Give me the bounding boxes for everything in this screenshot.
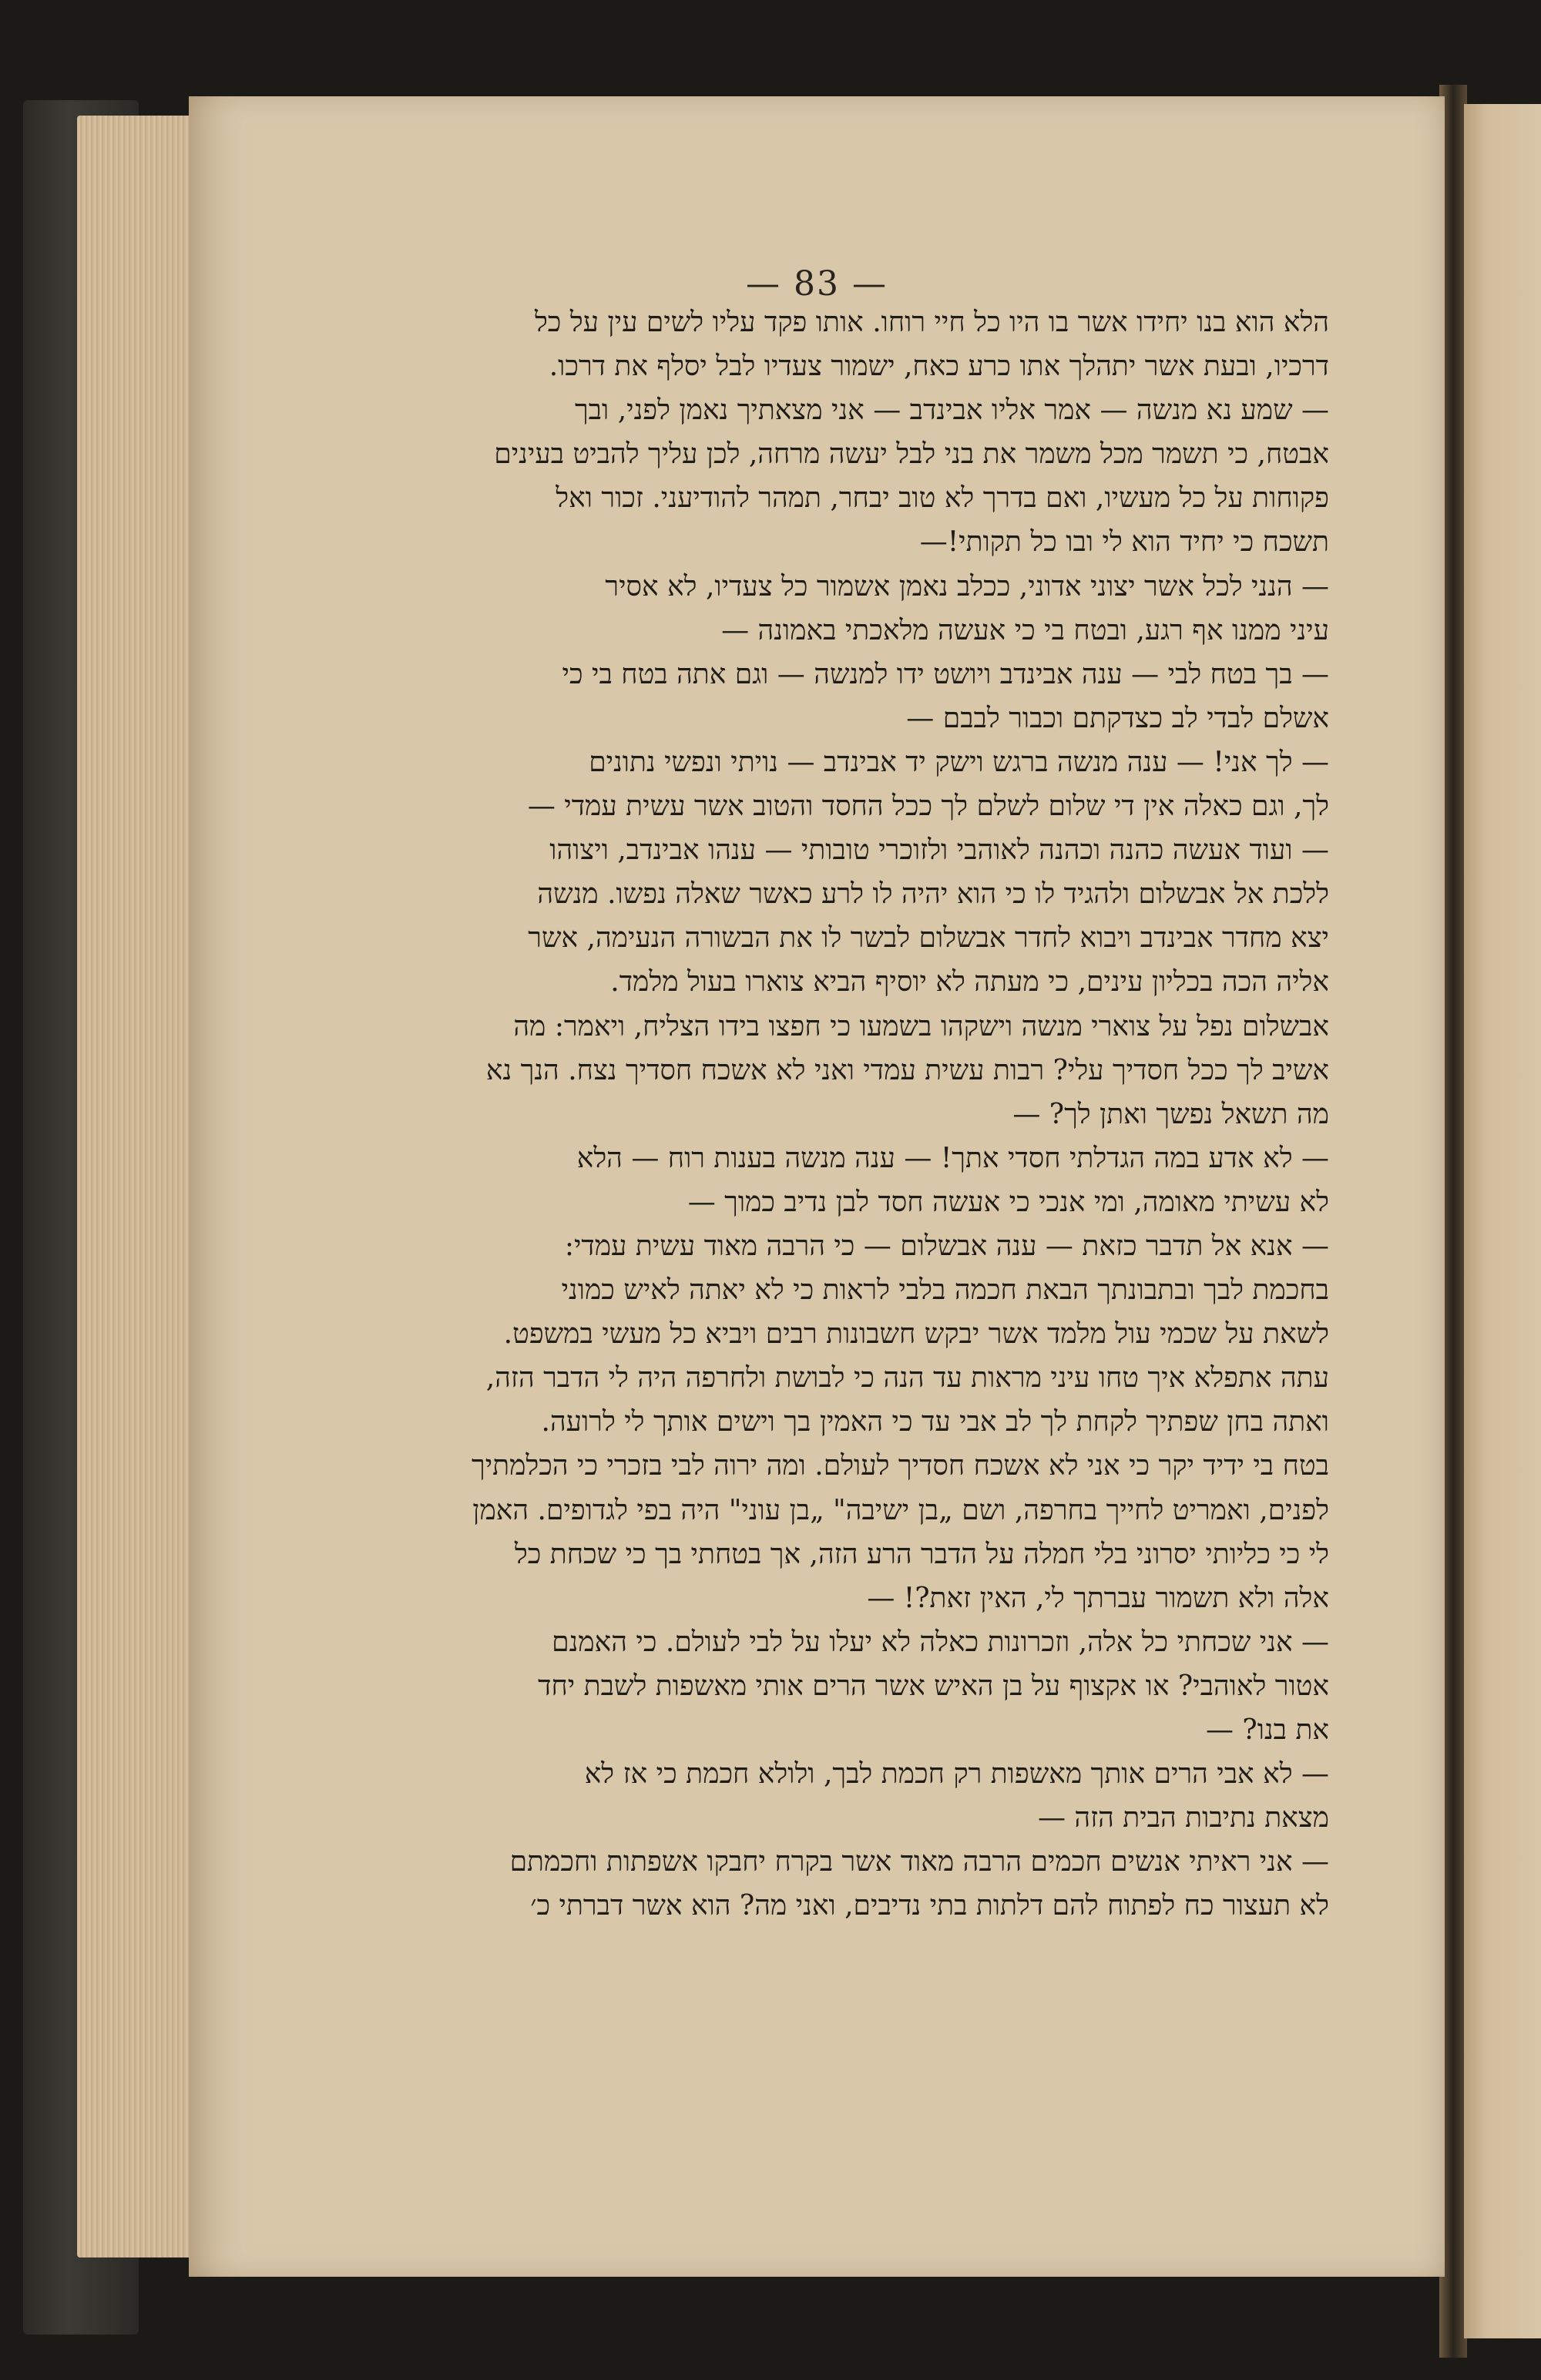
text-line: הלא הוא בנו יחידו אשר בו היו כל חיי רוחו. אותו פקד עליו לשים עין על כל [534, 307, 1329, 338]
text-line: בטח בי ידיד יקר כי אני לא אשכח חסדיך לעולם. ומה ירוה לבי בזכרי כי הכלמתיך [472, 1450, 1329, 1482]
text-line: מצאת נתיבות הבית הזה — [1037, 1802, 1329, 1835]
page-edges [77, 116, 200, 2257]
text-line: אשלם לבדי לב כצדקתם וכבור לבבם — [906, 702, 1329, 734]
text-line: — בך בטח לבי — ענה אבינדב ויושט ידו למנשה — וגם אתה בטח בי כי [562, 658, 1329, 690]
text-line: — לך אני! — ענה מנשה ברגש וישק יד אבינדב — נויתי ונפשי נתונים [589, 746, 1329, 778]
text-line: מה תשאל נפשך ואתן לך? — [1012, 1098, 1329, 1130]
text-line: — הנני לכל אשר יצוני אדוני, ככלב נאמן אשמור כל צעדיו, לא אסיר [605, 570, 1329, 603]
text-line: דרכיו, ובעת אשר יתהלך אתו כרע כאח, ישמור צעדיו לבל יסלף את דרכו. [549, 351, 1329, 383]
text-line: — לא אבי הרים אותך מאשפות רק חכמת לבך, ולולא חכמת כי אז לא [584, 1758, 1329, 1791]
next-page-edge [1464, 104, 1541, 2338]
text-line: אלה ולא תשמור עברתך לי, האין זאת?! — [867, 1582, 1329, 1614]
text-line: אשיב לך ככל חסדיך עלי? רבות עשית עמדי ואני לא אשכח חסדיך נצח. הנך נא [485, 1054, 1329, 1086]
text-line: יצא מחדר אבינדב ויבוא לחדר אבשלום לבשר לו את הבשורה הנעימה, אשר [528, 922, 1329, 955]
page-number: — 83 — [746, 264, 888, 304]
text-line: תשכח כי יחיד הוא לי ובו כל תקותי!— [919, 526, 1329, 559]
text-line: עתה אתפלא איך טחו עיני מראות עד הנה כי לבושת ולחרפה היה לי הדבר הזה, [485, 1362, 1329, 1395]
text-line: לא תעצור כח לפתוח להם דלתות בתי נדיבים, ואני מה? הוא אשר דברתי כ׳ [530, 1890, 1329, 1922]
text-line: בחכמת לבך ובתבונתך הבאת חכמה בלבי לראות כי לא יאתה לאיש כמוני [561, 1274, 1329, 1307]
text-line: פקוחות על כל מעשיו, ואם בדרך לא טוב יבחר, תמהר להודיעני. זכור ואל [556, 482, 1329, 515]
text-line: לך, וגם כאלה אין די שלום לשלם לך ככל החסד והטוב אשר עשית עמדי — [527, 791, 1329, 823]
text-line: ללכת אל אבשלום ולהגיד לו כי הוא יהיה לו לרע כאשר שאלה נפשו. מנשה [537, 878, 1329, 911]
text-line: לא עשיתי מאומה, ומי אנכי כי אעשה חסד לבן נדיב כמוך — [687, 1186, 1329, 1218]
text-line: לשאת על שכמי עול מלמד אשר יבקש חשבונות רבים ויביא כל מעשי במשפט. [503, 1318, 1329, 1351]
text-line: לי כי כליותי יסרוני בלי חמלה על הדבר הרע הזה, אך בטחתי בך כי שכחת כל [514, 1538, 1329, 1570]
text-line: — אנא אל תדבר כזאת — ענה אבשלום — כי הרבה מאוד עשית עמדי: [564, 1230, 1329, 1262]
text-line: — אני שכחתי כל אלה, וזכרונות כאלה לא יעלו על לבי לעולם. כי האמנם [552, 1626, 1329, 1658]
text-line: — שמע נא מנשה — אמר אליו אבינדב — אני מצאתיך נאמן לפני, ובך [575, 394, 1329, 427]
text-line: — ועוד אעשה כהנה וכהנה לאוהבי ולזוכרי טובותי — ענהו אבינדב, ויצוהו [549, 834, 1329, 867]
text-line: — לא אדע במה הגדלתי חסדי אתך! — ענה מנשה בענות רוח — הלא [576, 1142, 1329, 1174]
text-line: אטור לאוהבי? או אקצוף על בן האיש אשר הרים אותי מאשפות לשבת יחד [538, 1670, 1329, 1702]
text-block [351, 300, 1329, 1928]
text-line: לפנים, ואמריט לחייך בחרפה, ושם „בן ישיבה" „בן עוני" היה בפי לגדופים. האמן [472, 1494, 1329, 1526]
text-line: אליה הכה בכליון עינים, כי מעתה לא יוסיף הביא צוארו בעול מלמד. [610, 966, 1329, 999]
text-line: ואתה בחן שפתיך לקחת לך לב אבי עד כי האמין בך וישים אותך לי לרועה. [541, 1406, 1329, 1438]
text-line: אבשלום נפל על צוארי מנשה וישקהו בשמעו כי חפצו בידו הצליח, ויאמר: מה [513, 1010, 1329, 1042]
text-line: — אני ראיתי אנשים חכמים הרבה מאוד אשר בקרח יחבקו אשפתות וחכמתם [509, 1846, 1329, 1878]
text-line: עיני ממנו אף רגע, ובטח בי כי אעשה מלאכתי באמונה — [721, 614, 1329, 646]
text-line: אבטח, כי תשמר מכל משמר את בני לבל יעשה מרחה, לכן עליך להביט בעינים [494, 438, 1329, 471]
text-line: את בנו? — [1205, 1714, 1329, 1746]
